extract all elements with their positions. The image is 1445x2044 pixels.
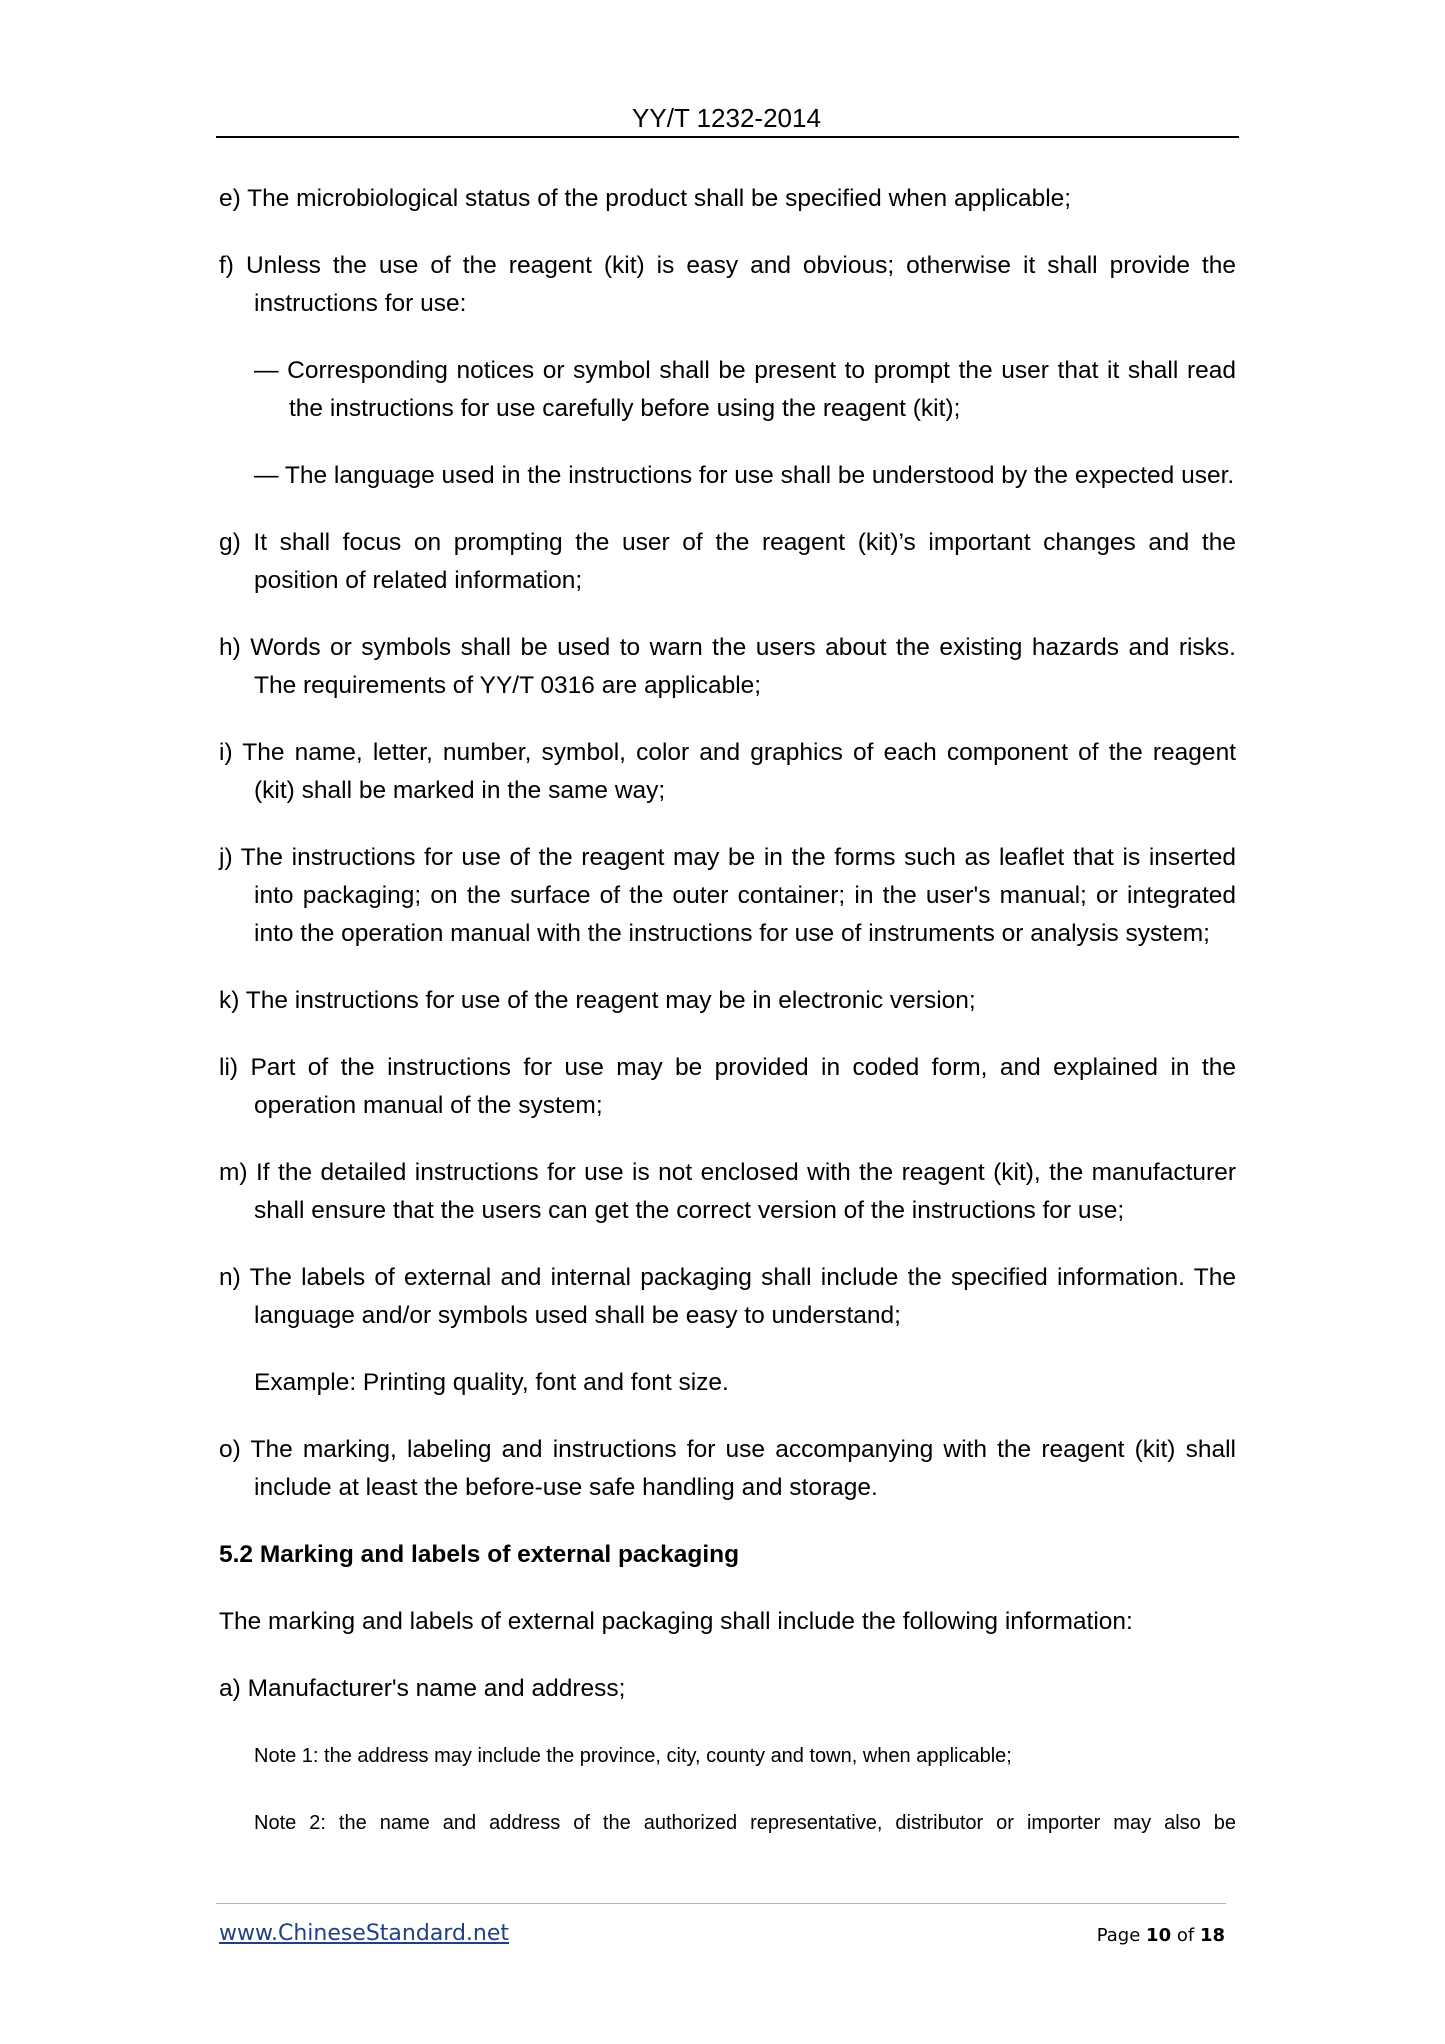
footer-page-number — [1097, 1925, 1225, 1946]
footer-divider — [216, 1903, 1226, 1904]
list-item-h: h) Words or symbols shall be used to warn the users about the existing hazards and risks. The requirements of YY/T 0316 are applicable; — [219, 634, 1236, 699]
list-item-e: e) The microbiological status of the product shall be specified when applicable; — [219, 185, 1072, 212]
list-item-l: li) Part of the instructions for use may be provided in coded form, and explained in the operation manual of the system; — [219, 1054, 1236, 1119]
list-item-k: k) The instructions for use of the reagent may be in electronic version; — [219, 987, 976, 1014]
list-item-f: f) Unless the use of the reagent (kit) is easy and obvious; otherwise it shall provide the instructions for use: — [219, 252, 1236, 317]
list-item-g: g) It shall focus on prompting the user of the reagent (kit)’s important changes and the position of related information; — [219, 529, 1236, 594]
page-label: Page — [1096, 1925, 1141, 1946]
section-intro: The marking and labels of external packaging shall include the following information: — [219, 1608, 1133, 1635]
total-pages: 18 — [1199, 1925, 1225, 1946]
list-item-m: m) If the detailed instructions for use is not enclosed with the reagent (kit), the manufacturer shall ensure that the users can get the correct version of the instructions for use; — [219, 1159, 1236, 1224]
list-item-o: o) The marking, labeling and instructions for use accompanying with the reagent (kit) shall include at least the before-use safe handling and storage. — [219, 1436, 1236, 1501]
footer-website-link[interactable]: www.ChineseStandard.net — [219, 1921, 510, 1946]
list-subitem-f-1: — Corresponding notices or symbol shall be present to prompt the user that it shall read the instructions for use carefully before using the reagent (kit); — [254, 357, 1236, 422]
note-1: Note 1: the address may include the province, city, county and town, when applicable; — [254, 1745, 1012, 1767]
list-item-i: i) The name, letter, number, symbol, color and graphics of each component of the reagent (kit) shall be marked in the same way; — [219, 739, 1236, 804]
document-header-title: YY/T 1232-2014 — [632, 103, 821, 133]
example-text: Example: Printing quality, font and font size. — [254, 1369, 729, 1396]
list-subitem-f-2: — The language used in the instructions for use shall be understood by the expected user. — [254, 462, 1235, 489]
note-2: Note 2: the name and address of the authorized representative, distributor or importer may also be — [254, 1812, 1236, 1834]
header-divider — [216, 136, 1239, 138]
section-heading: 5.2 Marking and labels of external packaging — [219, 1541, 740, 1568]
page-of-label: of — [1176, 1925, 1195, 1946]
current-page: 10 — [1146, 1925, 1172, 1946]
list-item-n: n) The labels of external and internal packaging shall include the specified information. The language and/or symbols used shall be easy to understand; — [219, 1264, 1236, 1329]
list-item-a: a) Manufacturer's name and address; — [219, 1675, 626, 1702]
document-body — [219, 180, 1236, 1871]
list-item-j: j) The instructions for use of the reagent may be in the forms such as leaflet that is inserted into packaging; on the surface of the outer container; in the user's manual; or integrated into the operation manual with the instructions for use of instruments or analysis system; — [219, 844, 1236, 947]
